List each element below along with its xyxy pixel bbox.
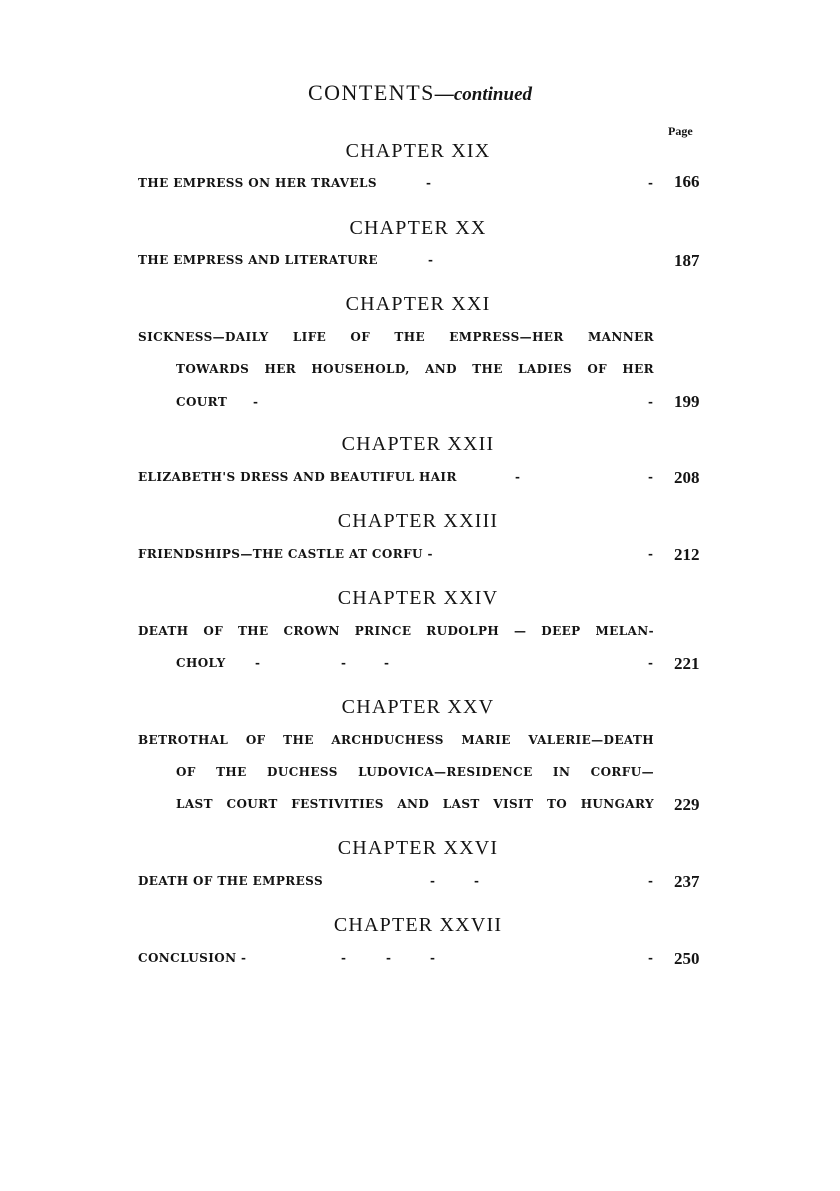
leader-dot: - bbox=[515, 470, 520, 484]
page-number: 166 bbox=[674, 172, 700, 191]
chapter-heading: CHAPTER XXI bbox=[345, 293, 491, 315]
leader-dot: - bbox=[430, 874, 435, 888]
leader-dot: - bbox=[255, 656, 260, 670]
chapter-title-line: DEATH OF THE CROWN PRINCE RUDOLPH — DEEP MELAN- bbox=[138, 624, 654, 638]
chapter-heading: CHAPTER XIX bbox=[345, 140, 491, 162]
chapter-heading: CHAPTER XXVI bbox=[337, 837, 499, 859]
chapter-title-line: CHOLY bbox=[176, 656, 226, 670]
chapter-heading: CHAPTER XXIV bbox=[337, 587, 499, 609]
leader-dot: - bbox=[386, 951, 391, 965]
page-number: 229 bbox=[674, 795, 700, 814]
chapter-title-line: BETROTHAL OF THE ARCHDUCHESS MARIE VALERIE—DEATH bbox=[138, 733, 654, 747]
leader-dot: - bbox=[648, 470, 653, 484]
leader-dot: - bbox=[430, 951, 435, 965]
leader-dot: - bbox=[474, 874, 479, 888]
leader-dot: - bbox=[648, 951, 653, 965]
page-number: 250 bbox=[674, 949, 700, 968]
chapter-title-line: THE EMPRESS AND LITERATURE bbox=[138, 253, 378, 267]
chapter-heading: CHAPTER XXV bbox=[341, 696, 495, 718]
leader-dot: - bbox=[648, 547, 653, 561]
page-number: 208 bbox=[674, 468, 700, 487]
leader-dot: - bbox=[648, 176, 653, 190]
chapter-title-line: SICKNESS—DAILY LIFE OF THE EMPRESS—HER MANNER bbox=[138, 330, 654, 344]
chapter-title-line: CONCLUSION - bbox=[138, 951, 247, 965]
chapter-title-line: OF THE DUCHESS LUDOVICA—RESIDENCE IN CORFU— bbox=[176, 765, 654, 779]
page-number: 199 bbox=[674, 392, 700, 411]
leader-dot: - bbox=[341, 656, 346, 670]
chapter-title-line: THE EMPRESS ON HER TRAVELS bbox=[138, 176, 377, 190]
leader-dot: - bbox=[648, 656, 653, 670]
leader-dot: - bbox=[428, 253, 433, 267]
leader-dot: - bbox=[384, 656, 389, 670]
chapter-title-line: FRIENDSHIPS—THE CASTLE AT CORFU - bbox=[138, 547, 433, 561]
chapter-title-line: ELIZABETH'S DRESS AND BEAUTIFUL HAIR bbox=[138, 470, 457, 484]
leader-dot: - bbox=[648, 395, 653, 409]
leader-dot: - bbox=[341, 951, 346, 965]
title-text: CONTENTS bbox=[307, 80, 435, 105]
title-continued: —continued bbox=[434, 84, 532, 105]
page-title bbox=[0, 80, 840, 106]
chapter-title-line: DEATH OF THE EMPRESS bbox=[138, 874, 324, 888]
chapter-title-line: COURT bbox=[176, 395, 228, 409]
chapter-heading: CHAPTER XXIII bbox=[337, 510, 499, 532]
page-number: 221 bbox=[674, 654, 700, 673]
page-number: 187 bbox=[674, 251, 700, 270]
leader-dot: - bbox=[253, 395, 258, 409]
chapter-title-line: LAST COURT FESTIVITIES AND LAST VISIT TO HUNGARY bbox=[176, 797, 654, 811]
leader-dot: - bbox=[426, 176, 431, 190]
page-column-label: Page bbox=[668, 124, 693, 138]
chapter-heading: CHAPTER XX bbox=[349, 217, 487, 239]
chapter-title-line: TOWARDS HER HOUSEHOLD, AND THE LADIES OF HER bbox=[176, 362, 654, 376]
chapter-heading: CHAPTER XXVII bbox=[333, 914, 503, 936]
leader-dot: - bbox=[648, 874, 653, 888]
page-number: 212 bbox=[674, 545, 700, 564]
chapter-heading: CHAPTER XXII bbox=[341, 433, 495, 455]
page-number: 237 bbox=[674, 872, 700, 891]
